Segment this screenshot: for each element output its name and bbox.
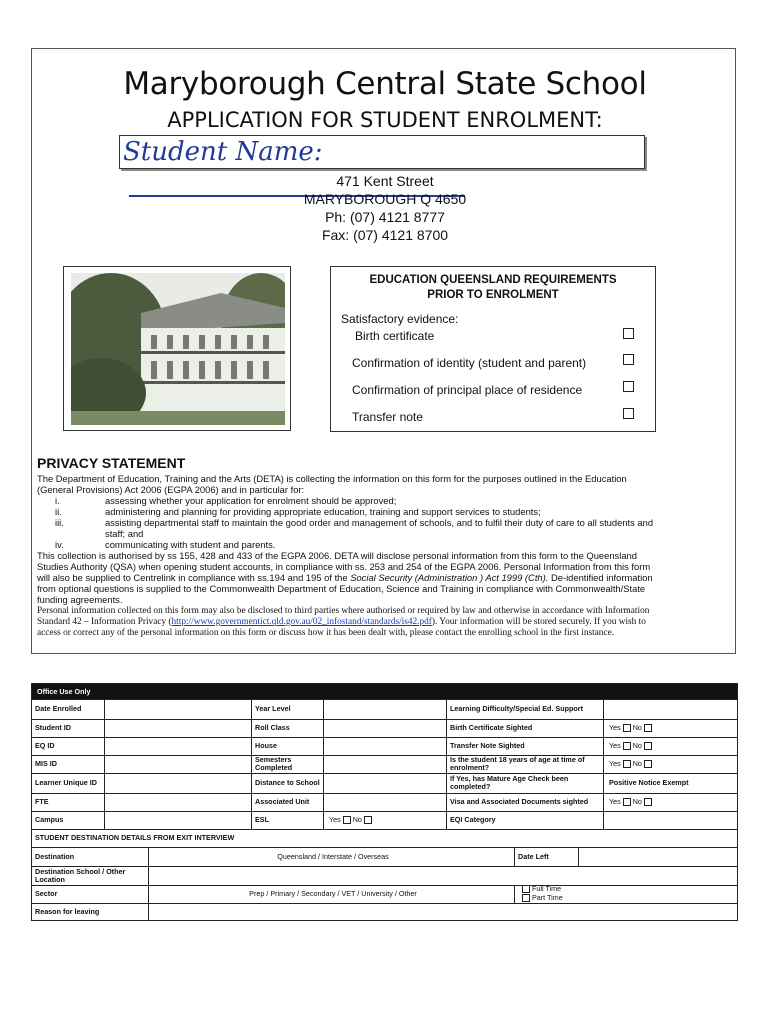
numeral-1: i. (55, 495, 60, 506)
req-birth-certificate: Birth certificate (355, 329, 435, 343)
no-checkbox[interactable] (644, 760, 652, 768)
office-label: If Yes, has Mature Age Check been completed? (450, 774, 569, 791)
part-time-label: Part Time (532, 893, 563, 902)
numeral-3: iii. (55, 517, 64, 528)
privacy-p3-2b: ). Your information will be stored securely. If you wish to (431, 617, 646, 627)
privacy-p2-3a: will also be supplied to Centrelink in compliance with ss.194 and 195 of the (37, 572, 351, 583)
office-input[interactable] (324, 774, 446, 793)
no-label: No (632, 759, 642, 768)
school-building-image (71, 273, 285, 425)
table-border-bottom (31, 920, 738, 921)
school-name: Maryborough Central State School (123, 66, 647, 102)
student-name-label: Student Name: (123, 137, 323, 167)
office-use-header: Office Use Only (31, 683, 738, 699)
date-left-input[interactable] (579, 848, 737, 866)
yes-checkbox[interactable] (623, 798, 631, 806)
address-line-1: 471 Kent Street (336, 173, 434, 189)
office-label: Visa and Associated Documents sighted (450, 797, 589, 806)
office-input[interactable] (105, 812, 251, 829)
esl-yes-no[interactable] (325, 811, 448, 829)
office-label: Learning Difficulty/Special Ed. Support (450, 704, 583, 713)
yes-checkbox[interactable] (623, 742, 631, 750)
yes-checkbox[interactable] (343, 816, 351, 824)
privacy-p3-3: access or correct any of the personal information on this form or discuss how it has been dealt with, please contact the enrolling school in the first instance. (37, 628, 615, 638)
office-input[interactable] (324, 700, 446, 719)
yes-label: Yes (609, 723, 621, 732)
office-label: EQI Category (450, 815, 496, 824)
exit-interview-title: STUDENT DESTINATION DETAILS FROM EXIT INTERVIEW (35, 833, 235, 842)
part-time-option[interactable] (516, 893, 636, 903)
privacy-p2-1: This collection is authorised by ss 155, 428 and 433 of the EGPA 2006. DETA will disclose personal information from this form to the Queensland (37, 550, 637, 561)
privacy-heading: PRIVACY STATEMENT (37, 455, 186, 471)
destination-school-label: Destination School / Other Location (35, 866, 126, 884)
school-address (0, 172, 770, 244)
office-label: Year Level (255, 704, 291, 713)
col-line (603, 699, 604, 829)
yes-label: Yes (609, 741, 621, 750)
office-label: FTE (35, 797, 49, 806)
reason-label: Reason for leaving (35, 906, 100, 916)
office-input[interactable] (324, 756, 446, 773)
office-label: Transfer Note Sighted (450, 741, 525, 750)
privacy-p2-3 (37, 572, 721, 583)
no-label: No (632, 797, 642, 806)
office-input[interactable] (324, 738, 446, 755)
privacy-intro-2: (General Provisions) Act 2006 (EGPA 2006) and in particular for: (37, 484, 305, 495)
privacy-p2-3c: De-identified information (548, 572, 653, 583)
privacy-p3-2a: Standard 42 – Information Privacy ( (37, 617, 172, 627)
full-time-label: Full Time (532, 884, 562, 893)
destination-school-input[interactable] (149, 867, 737, 885)
identity-checkbox[interactable] (623, 354, 634, 365)
sector-label: Sector (35, 889, 58, 898)
office-label: Campus (35, 815, 64, 824)
privacy-item-1: assessing whether your application for enrolment should be approved; (105, 495, 397, 506)
office-input[interactable] (105, 720, 251, 737)
office-label: House (255, 741, 277, 750)
office-label: Associated Unit (255, 797, 310, 806)
office-input[interactable] (324, 794, 446, 811)
destination-label: Destination (35, 851, 75, 861)
office-input[interactable] (105, 738, 251, 755)
privacy-item-3: assisting departmental staff to maintain the good order and management of schools, and to fulfil their duty of care to all students and (105, 517, 654, 528)
privacy-p2-4: from optional questions is supplied to the Commonwealth Department of Education, Science and Training in compliance with Commonwealth/State (37, 583, 646, 594)
numeral-4: iv. (55, 539, 64, 550)
form-title: APPLICATION FOR STUDENT ENROLMENT: (167, 108, 603, 132)
full-time-checkbox[interactable] (522, 885, 530, 893)
no-label: No (632, 723, 642, 732)
yes-no-options[interactable] (605, 755, 740, 773)
no-label: No (632, 741, 642, 750)
col-line (514, 885, 515, 903)
privacy-p2-5: funding agreements. (37, 594, 123, 605)
req-residence: Confirmation of principal place of residence (352, 383, 583, 397)
no-checkbox[interactable] (644, 724, 652, 732)
requirements-title (331, 273, 655, 303)
phone: Ph: (07) 4121 8777 (325, 209, 445, 225)
office-input[interactable] (105, 774, 251, 793)
no-checkbox[interactable] (644, 742, 652, 750)
yes-checkbox[interactable] (623, 760, 631, 768)
privacy-p2-2: Studies Authority (QSA) when opening student accounts, in compliance with ss. 253 and 254 of the EGPA 2006. Personal Information from this form (37, 561, 651, 572)
part-time-checkbox[interactable] (522, 894, 530, 902)
positive-notice-exempt[interactable]: Positive Notice Exempt (609, 778, 689, 787)
no-checkbox[interactable] (364, 816, 372, 824)
yes-no-options[interactable] (605, 793, 740, 811)
student-name-field[interactable] (119, 135, 645, 169)
privacy-link[interactable]: http://www.governmentict.qld.gov.au/02_infostand/standards/is42.pdf (171, 617, 432, 627)
office-label: Date Enrolled (35, 704, 82, 713)
sector-options[interactable]: Prep / Primary / Secondary / VET / University / Other (249, 889, 417, 898)
office-label: Student ID (35, 723, 71, 732)
privacy-item-2: administering and planning for providing appropriate education, training and support services to students; (105, 506, 541, 517)
table-border-top (31, 683, 738, 684)
requirements-title-line1: EDUCATION QUEENSLAND REQUIREMENTS (369, 274, 617, 286)
address-line-2: MARYBOROUGH Q 4650 (303, 191, 467, 207)
office-label: EQ ID (35, 741, 55, 750)
office-label: Distance to School (255, 778, 320, 787)
satisfactory-evidence-label: Satisfactory evidence: (341, 312, 459, 326)
privacy-p3-1: Personal information collected on this form may also be disclosed to third parties where authorised or required by law and otherwise in accordance with Information (37, 606, 650, 616)
numeral-2: ii. (55, 506, 62, 517)
school-photo (63, 266, 291, 431)
office-label: ESL (255, 815, 269, 824)
residence-checkbox[interactable] (623, 381, 634, 392)
transfer-note-checkbox[interactable] (623, 408, 634, 419)
privacy-item-4: communicating with student and parents. (105, 539, 276, 550)
destination-options[interactable]: Queensland / Interstate / Overseas (277, 851, 389, 861)
office-label: Birth Certificate Sighted (450, 723, 533, 732)
yes-label: Yes (609, 797, 621, 806)
no-label: No (352, 815, 362, 824)
birth-certificate-checkbox[interactable] (623, 328, 634, 339)
yes-label: Yes (609, 759, 621, 768)
no-checkbox[interactable] (644, 798, 652, 806)
date-left-label: Date Left (518, 851, 549, 861)
yes-no-options[interactable] (605, 719, 740, 737)
fax: Fax: (07) 4121 8700 (321, 227, 449, 243)
yes-no-options[interactable] (605, 737, 740, 755)
office-label: Roll Class (255, 723, 290, 732)
privacy-intro-1: The Department of Education, Training and the Arts (DETA) is collecting the information on this form for the purposes outlined in the Education (37, 473, 627, 484)
office-label: Learner Unique ID (35, 778, 97, 787)
req-transfer-note: Transfer note (352, 410, 423, 424)
act-title: Social Security (Administration ) Act 1999 (Cth). (350, 572, 549, 583)
office-input[interactable] (105, 794, 251, 811)
office-label: Is the student 18 years of age at time of enrolment? (450, 755, 585, 772)
reason-input[interactable] (149, 904, 737, 920)
privacy-item-3-cont: staff; and (105, 528, 144, 539)
privacy-p3-2 (37, 617, 721, 628)
office-input[interactable] (105, 756, 251, 773)
yes-checkbox[interactable] (623, 724, 631, 732)
office-input[interactable] (105, 700, 251, 719)
office-label: MIS ID (35, 759, 57, 768)
office-label: Semesters Completed (255, 755, 293, 772)
req-identity: Confirmation of identity (student and parent) (352, 356, 587, 370)
yes-label: Yes (329, 815, 341, 824)
requirements-box (330, 266, 656, 432)
office-input[interactable] (324, 720, 446, 737)
requirements-title-line2: PRIOR TO ENROLMENT (427, 289, 559, 301)
